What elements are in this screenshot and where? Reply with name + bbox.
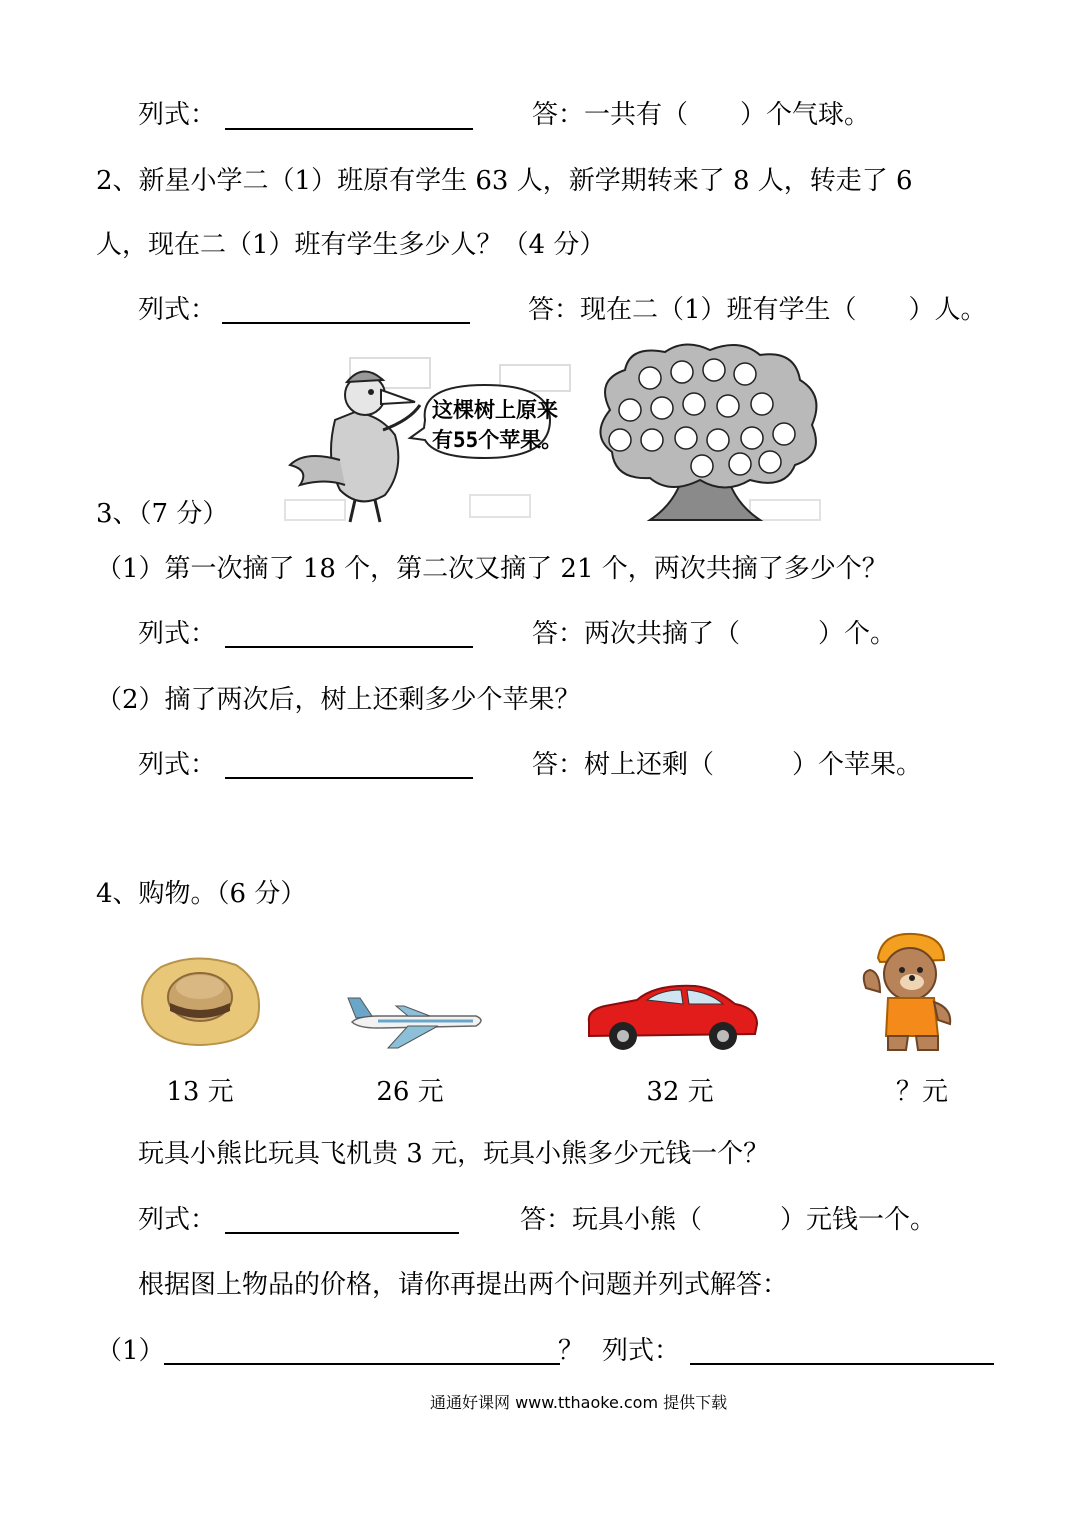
q4-question: 玩具小熊比玩具飞机贵 3 元，玩具小熊多少元钱一个？	[138, 1139, 770, 1169]
q4-answer: 答：玩具小熊（ ）元钱一个。	[520, 1205, 937, 1235]
price-airplane: 26 元	[376, 1077, 444, 1107]
q2-line2: 人，现在二（1）班有学生多少人？（4 分）	[96, 230, 606, 260]
q4-sub1-qmark: ？	[558, 1336, 585, 1366]
apple-tree-icon	[590, 340, 830, 525]
price-car: 32 元	[646, 1077, 714, 1107]
q4-formula-blank	[225, 1232, 459, 1234]
q4-sub1-formula-blank	[690, 1363, 994, 1365]
car-icon	[585, 980, 760, 1055]
q4-prompt: 根据图上物品的价格，请你再提出两个问题并列式解答：	[138, 1270, 789, 1300]
q4-title: 4、购物。（6 分）	[96, 879, 307, 909]
q3-formula-blank-2	[225, 777, 473, 779]
airplane-icon	[348, 992, 488, 1052]
q2-line1: 2、新星小学二（1）班原有学生 63 人，新学期转来了 8 人，转走了 6	[96, 166, 913, 196]
q3-formula-blank-1	[225, 646, 473, 648]
price-bear: ？元	[895, 1077, 948, 1107]
q2-answer: 答：现在二（1）班有学生（ ）人。	[528, 295, 987, 325]
q3-formula-label-2: 列式：	[138, 750, 217, 780]
q3-sub1: （1）第一次摘了 18 个，第二次又摘了 21 个，两次共摘了多少个？	[96, 554, 888, 584]
footer-text: 通通好课网 www.tthaoke.com 提供下载	[430, 1393, 728, 1412]
bird-icon	[285, 350, 425, 525]
q4-sub1-question-blank	[164, 1363, 560, 1365]
speech-line1: 这棵树上原来	[432, 398, 558, 422]
q3-formula-label-1: 列式：	[138, 619, 217, 649]
q1-formula-label: 列式：	[138, 100, 217, 130]
speech-line2: 有55个苹果。	[432, 428, 563, 452]
q1-formula-blank	[225, 128, 473, 130]
q3-title: 3、（7 分）	[96, 499, 229, 529]
q2-formula-blank	[222, 322, 470, 324]
q3-sub2: （2）摘了两次后，树上还剩多少个苹果？	[96, 685, 581, 715]
q3-answer-1: 答：两次共摘了（ ）个。	[532, 619, 897, 649]
q4-sub1-label: （1）	[96, 1336, 165, 1366]
q4-formula-label: 列式：	[138, 1205, 217, 1235]
bear-icon	[858, 928, 958, 1053]
q1-answer: 答：一共有（ ）个气球。	[532, 100, 871, 130]
price-hat: 13 元	[166, 1077, 234, 1107]
hat-icon	[136, 955, 266, 1055]
q4-sub1-formula-label: 列式：	[602, 1336, 681, 1366]
speech-bubble-icon	[410, 380, 563, 470]
q2-formula-label: 列式：	[138, 295, 217, 325]
apple-tree-illustration	[270, 340, 840, 525]
q3-answer-2: 答：树上还剩（ ）个苹果。	[532, 750, 923, 780]
